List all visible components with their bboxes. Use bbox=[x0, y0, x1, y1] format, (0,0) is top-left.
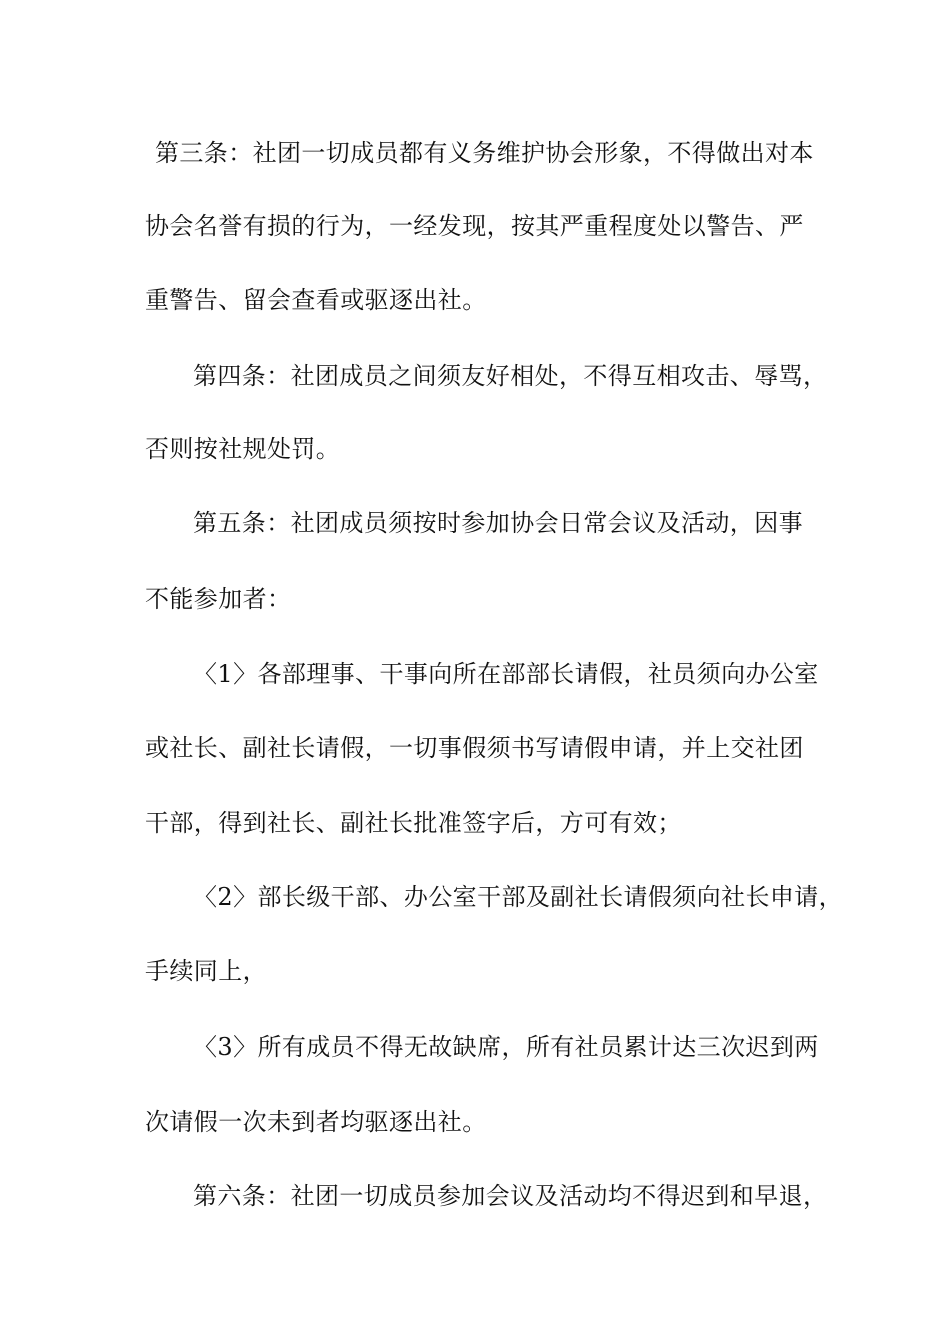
article-4-line-1: 第四条：社团成员之间须友好相处，不得互相攻击、辱骂， bbox=[193, 362, 828, 390]
article-3-line-2: 协会名誉有损的行为，一经发现，按其严重程度处以警告、严 bbox=[145, 212, 804, 240]
article-3-line-1: 第三条：社团一切成员都有义务维护协会形象，不得做出对本 bbox=[155, 139, 814, 167]
clause-1-line-1: 〈1〉各部理事、干事向所在部部长请假，社员须向办公室 bbox=[193, 660, 819, 688]
clause-2-line-1: 〈2〉部长级干部、办公室干部及副社长请假须向社长申请， bbox=[193, 883, 844, 911]
article-6-line-1: 第六条：社团一切成员参加会议及活动均不得迟到和早退， bbox=[193, 1182, 828, 1210]
article-4-line-2: 否则按社规处罚。 bbox=[145, 435, 341, 463]
clause-3-line-2: 次请假一次未到者均驱逐出社。 bbox=[145, 1108, 487, 1136]
clause-1-line-3: 干部，得到社长、副社长批准签字后，方可有效； bbox=[145, 809, 682, 837]
article-5-line-1: 第五条：社团成员须按时参加协会日常会议及活动，因事 bbox=[193, 509, 803, 537]
clause-3-line-1: 〈3〉所有成员不得无故缺席，所有社员累计达三次迟到两 bbox=[193, 1033, 819, 1061]
clause-1-line-2: 或社长、副社长请假，一切事假须书写请假申请，并上交社团 bbox=[145, 734, 804, 762]
article-5-line-2: 不能参加者： bbox=[145, 585, 292, 613]
clause-2-line-2: 手续同上， bbox=[145, 957, 267, 985]
article-3-line-3: 重警告、留会查看或驱逐出社。 bbox=[145, 286, 487, 314]
